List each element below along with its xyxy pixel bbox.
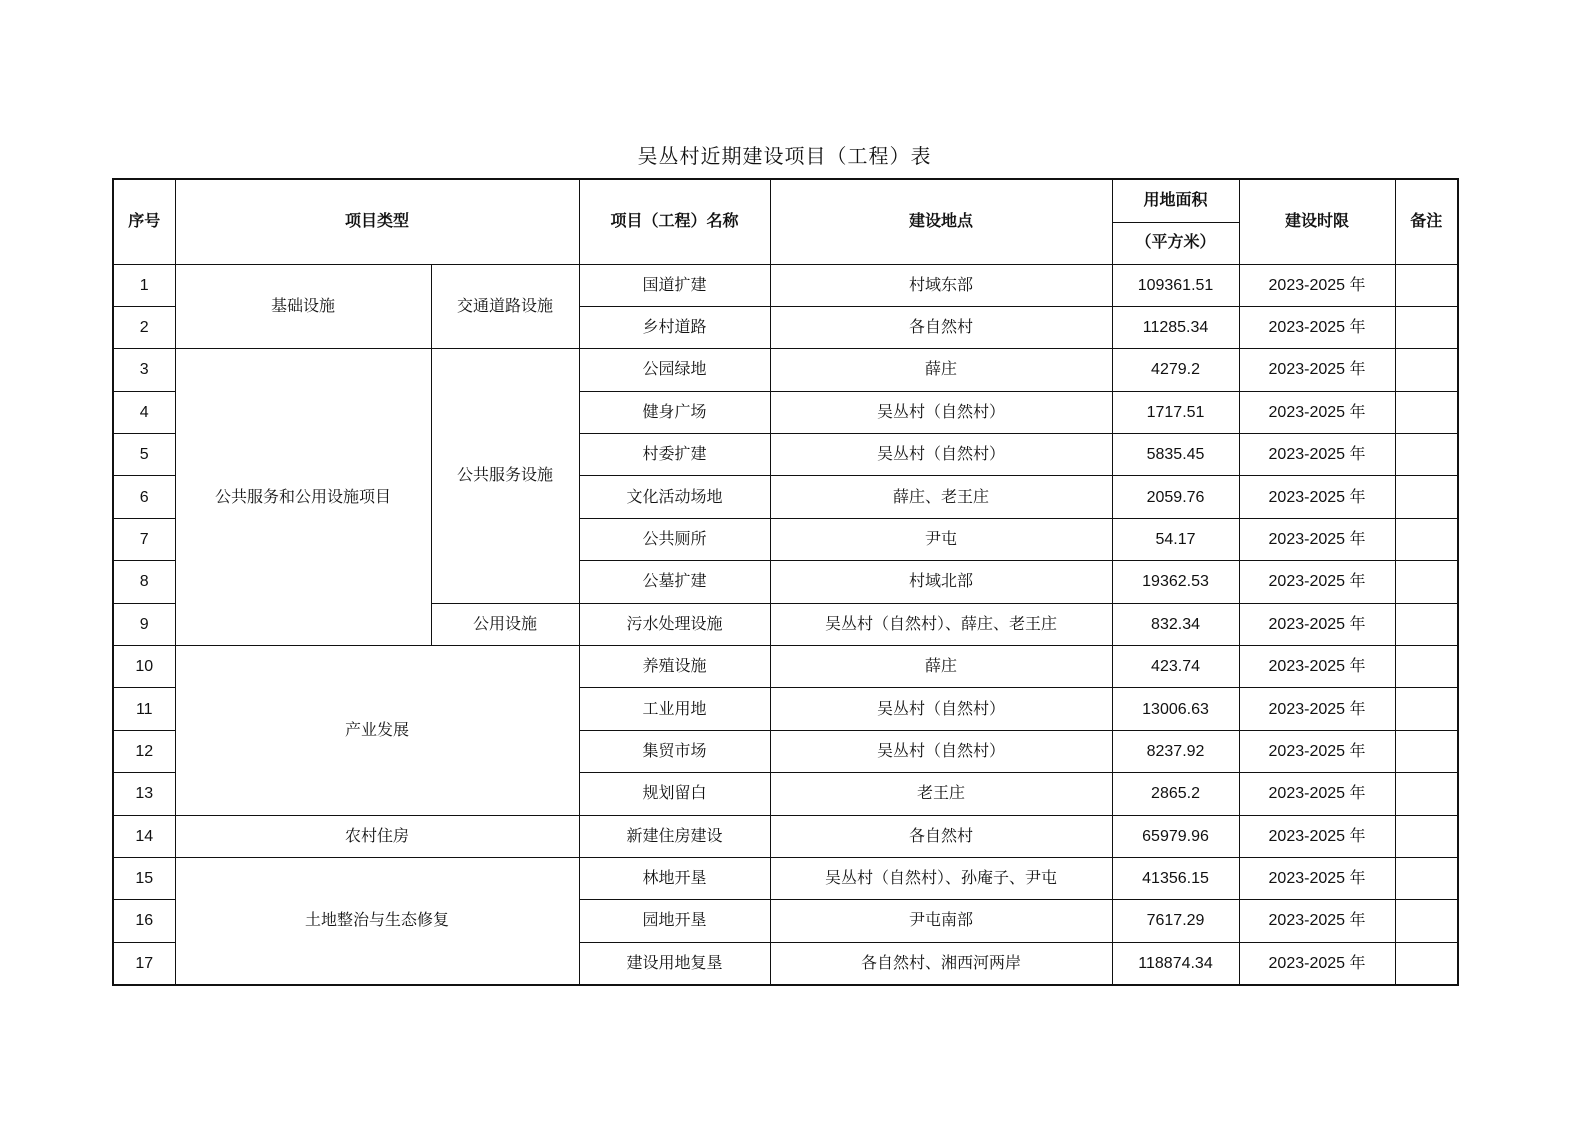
seq-cell: 12 (113, 730, 175, 772)
seq-cell: 1 (113, 264, 175, 306)
seq-cell: 6 (113, 476, 175, 518)
period-cell: 2023-2025 年 (1239, 646, 1395, 688)
remark-cell (1395, 391, 1458, 433)
period-cell: 2023-2025 年 (1239, 476, 1395, 518)
period-cell: 2023-2025 年 (1239, 349, 1395, 391)
period-cell: 2023-2025 年 (1239, 730, 1395, 772)
table-row (113, 264, 1458, 306)
seq-cell: 9 (113, 603, 175, 645)
area-cell: 13006.63 (1112, 688, 1239, 730)
seq-cell: 8 (113, 561, 175, 603)
subcategory-cell: 公用设施 (431, 603, 579, 645)
period-cell: 2023-2025 年 (1239, 264, 1395, 306)
period-cell: 2023-2025 年 (1239, 603, 1395, 645)
remark-cell (1395, 900, 1458, 942)
remark-cell (1395, 646, 1458, 688)
location-cell: 各自然村 (770, 306, 1112, 348)
seq-cell: 15 (113, 857, 175, 899)
location-cell: 尹屯 (770, 518, 1112, 560)
project-name-cell: 国道扩建 (579, 264, 770, 306)
area-cell: 5835.45 (1112, 434, 1239, 476)
remark-cell (1395, 857, 1458, 899)
seq-cell: 2 (113, 306, 175, 348)
project-name-cell: 建设用地复垦 (579, 942, 770, 984)
project-name-cell: 新建住房建设 (579, 815, 770, 857)
remark-cell (1395, 434, 1458, 476)
seq-cell: 16 (113, 900, 175, 942)
table-title: 吴丛村近期建设项目（工程）表 (637, 146, 932, 168)
seq-cell: 10 (113, 646, 175, 688)
period-cell: 2023-2025 年 (1239, 942, 1395, 984)
area-cell: 4279.2 (1112, 349, 1239, 391)
project-name-cell: 乡村道路 (579, 306, 770, 348)
project-name-cell: 公墓扩建 (579, 561, 770, 603)
category-cell: 产业发展 (175, 646, 579, 816)
project-name-cell: 养殖设施 (579, 646, 770, 688)
remark-cell (1395, 349, 1458, 391)
project-name-cell: 林地开垦 (579, 857, 770, 899)
seq-cell: 13 (113, 773, 175, 815)
project-name-cell: 文化活动场地 (579, 476, 770, 518)
area-cell: 2059.76 (1112, 476, 1239, 518)
header-area: 用地面积 (1112, 179, 1239, 222)
category-cell: 农村住房 (175, 815, 579, 857)
location-cell: 尹屯南部 (770, 900, 1112, 942)
period-cell: 2023-2025 年 (1239, 815, 1395, 857)
project-name-cell: 村委扩建 (579, 434, 770, 476)
area-cell: 423.74 (1112, 646, 1239, 688)
header-area-unit: （平方米） (1112, 222, 1239, 264)
remark-cell (1395, 476, 1458, 518)
seq-cell: 4 (113, 391, 175, 433)
location-cell: 老王庄 (770, 773, 1112, 815)
header-period: 建设时限 (1239, 179, 1395, 264)
seq-cell: 5 (113, 434, 175, 476)
location-cell: 各自然村 (770, 815, 1112, 857)
project-name-cell: 工业用地 (579, 688, 770, 730)
period-cell: 2023-2025 年 (1239, 434, 1395, 476)
table-row (113, 349, 1458, 391)
remark-cell (1395, 688, 1458, 730)
remark-cell (1395, 264, 1458, 306)
remark-cell (1395, 730, 1458, 772)
seq-cell: 7 (113, 518, 175, 560)
location-cell: 村域东部 (770, 264, 1112, 306)
area-cell: 832.34 (1112, 603, 1239, 645)
location-cell: 吴丛村（自然村） (770, 730, 1112, 772)
project-name-cell: 集贸市场 (579, 730, 770, 772)
area-cell: 8237.92 (1112, 730, 1239, 772)
header-type: 项目类型 (175, 179, 579, 264)
location-cell: 吴丛村（自然村） (770, 688, 1112, 730)
area-cell: 118874.34 (1112, 942, 1239, 984)
location-cell: 吴丛村（自然村）、薛庄、老王庄 (770, 603, 1112, 645)
area-cell: 7617.29 (1112, 900, 1239, 942)
remark-cell (1395, 561, 1458, 603)
location-cell: 吴丛村（自然村） (770, 391, 1112, 433)
location-cell: 村域北部 (770, 561, 1112, 603)
seq-cell: 17 (113, 942, 175, 984)
location-cell: 薛庄、老王庄 (770, 476, 1112, 518)
header-name: 项目（工程）名称 (579, 179, 770, 264)
remark-cell (1395, 603, 1458, 645)
area-cell: 1717.51 (1112, 391, 1239, 433)
subcategory-cell: 交通道路设施 (431, 264, 579, 349)
period-cell: 2023-2025 年 (1239, 306, 1395, 348)
period-cell: 2023-2025 年 (1239, 391, 1395, 433)
header-remark: 备注 (1395, 179, 1458, 264)
location-cell: 薛庄 (770, 349, 1112, 391)
table-row (113, 815, 1458, 857)
area-cell: 109361.51 (1112, 264, 1239, 306)
project-name-cell: 公共厕所 (579, 518, 770, 560)
period-cell: 2023-2025 年 (1239, 561, 1395, 603)
area-cell: 41356.15 (1112, 857, 1239, 899)
period-cell: 2023-2025 年 (1239, 773, 1395, 815)
category-cell: 基础设施 (175, 264, 431, 349)
header-location: 建设地点 (770, 179, 1112, 264)
period-cell: 2023-2025 年 (1239, 857, 1395, 899)
seq-cell: 3 (113, 349, 175, 391)
table-row (113, 646, 1458, 688)
area-cell: 19362.53 (1112, 561, 1239, 603)
area-cell: 54.17 (1112, 518, 1239, 560)
category-cell: 土地整治与生态修复 (175, 857, 579, 984)
remark-cell (1395, 306, 1458, 348)
location-cell: 吴丛村（自然村）、孙庵子、尹屯 (770, 857, 1112, 899)
location-cell: 各自然村、湘西河两岸 (770, 942, 1112, 984)
location-cell: 薛庄 (770, 646, 1112, 688)
period-cell: 2023-2025 年 (1239, 900, 1395, 942)
project-table (112, 178, 1459, 986)
project-name-cell: 健身广场 (579, 391, 770, 433)
project-name-cell: 规划留白 (579, 773, 770, 815)
seq-cell: 14 (113, 815, 175, 857)
area-cell: 2865.2 (1112, 773, 1239, 815)
area-cell: 65979.96 (1112, 815, 1239, 857)
remark-cell (1395, 815, 1458, 857)
project-name-cell: 污水处理设施 (579, 603, 770, 645)
project-name-cell: 园地开垦 (579, 900, 770, 942)
header-seq: 序号 (113, 179, 175, 264)
location-cell: 吴丛村（自然村） (770, 434, 1112, 476)
table-row (113, 857, 1458, 899)
remark-cell (1395, 773, 1458, 815)
project-name-cell: 公园绿地 (579, 349, 770, 391)
header-row (113, 179, 1458, 222)
category-cell: 公共服务和公用设施项目 (175, 349, 431, 646)
subcategory-cell: 公共服务设施 (431, 349, 579, 603)
seq-cell: 11 (113, 688, 175, 730)
remark-cell (1395, 518, 1458, 560)
area-cell: 11285.34 (1112, 306, 1239, 348)
period-cell: 2023-2025 年 (1239, 518, 1395, 560)
period-cell: 2023-2025 年 (1239, 688, 1395, 730)
remark-cell (1395, 942, 1458, 984)
